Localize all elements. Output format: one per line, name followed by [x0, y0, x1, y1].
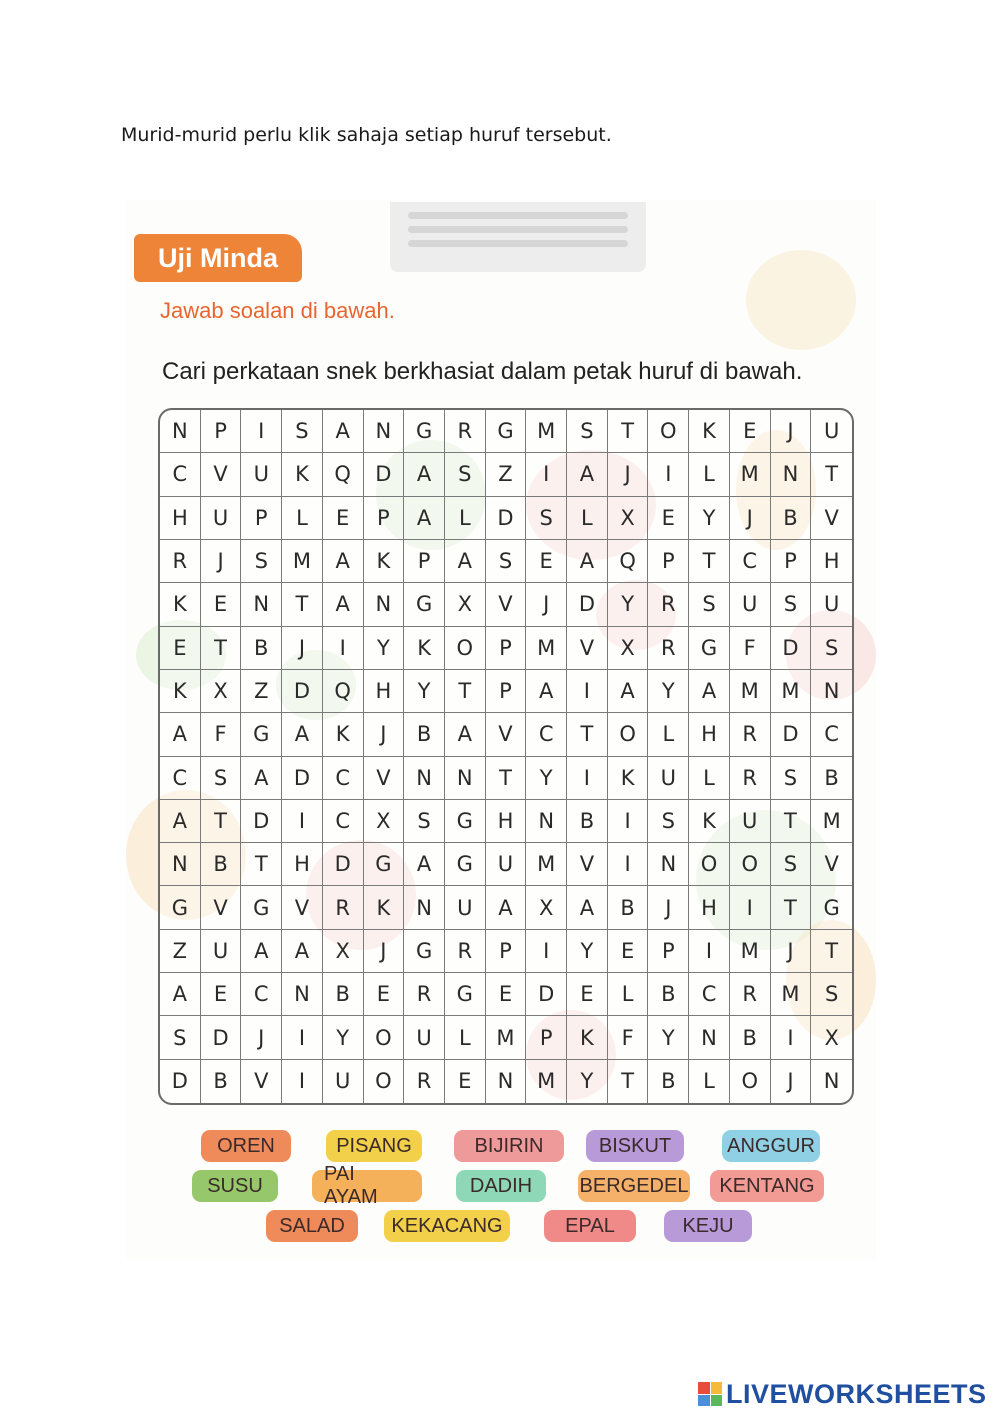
grid-cell[interactable]: A — [567, 886, 608, 929]
grid-cell[interactable]: P — [404, 540, 445, 583]
grid-cell[interactable]: O — [689, 843, 730, 886]
grid-cell[interactable]: N — [282, 973, 323, 1016]
grid-cell[interactable]: J — [608, 453, 649, 496]
grid-cell[interactable]: H — [160, 497, 201, 540]
grid-cell[interactable]: U — [648, 757, 689, 800]
grid-cell[interactable]: D — [201, 1016, 242, 1059]
grid-cell[interactable]: N — [771, 453, 812, 496]
grid-cell[interactable]: A — [241, 930, 282, 973]
grid-cell[interactable]: Y — [526, 757, 567, 800]
grid-cell[interactable]: E — [445, 1060, 486, 1103]
grid-cell[interactable]: D — [282, 757, 323, 800]
grid-cell[interactable]: S — [241, 540, 282, 583]
grid-cell[interactable]: M — [771, 670, 812, 713]
grid-cell[interactable]: A — [445, 540, 486, 583]
grid-cell[interactable]: P — [526, 1016, 567, 1059]
grid-cell[interactable]: N — [364, 410, 405, 453]
word-chip: KEKACANG — [384, 1210, 510, 1242]
grid-cell[interactable]: D — [364, 453, 405, 496]
grid-cell[interactable]: R — [648, 583, 689, 626]
grid-cell[interactable]: N — [689, 1016, 730, 1059]
grid-cell[interactable]: S — [648, 800, 689, 843]
grid-cell[interactable]: M — [486, 1016, 527, 1059]
grid-cell[interactable]: I — [730, 886, 771, 929]
grid-cell[interactable]: T — [689, 540, 730, 583]
grid-cell[interactable]: A — [526, 670, 567, 713]
grid-cell[interactable]: H — [689, 886, 730, 929]
grid-cell[interactable]: T — [486, 757, 527, 800]
grid-cell[interactable]: E — [526, 540, 567, 583]
grid-cell[interactable]: A — [282, 930, 323, 973]
grid-cell[interactable]: V — [811, 497, 852, 540]
clipboard-clip — [390, 202, 646, 272]
grid-cell[interactable]: G — [811, 886, 852, 929]
grid-cell[interactable]: G — [160, 886, 201, 929]
word-chip: ANGGUR — [722, 1130, 820, 1162]
grid-cell[interactable]: K — [689, 410, 730, 453]
grid-cell[interactable]: N — [648, 843, 689, 886]
grid-cell[interactable]: T — [445, 670, 486, 713]
grid-cell[interactable]: I — [323, 627, 364, 670]
grid-cell[interactable]: E — [160, 627, 201, 670]
grid-cell[interactable]: P — [648, 930, 689, 973]
grid-cell[interactable]: Z — [486, 453, 527, 496]
grid-cell[interactable]: U — [201, 497, 242, 540]
grid-cell[interactable]: K — [608, 757, 649, 800]
grid-cell[interactable]: B — [771, 497, 812, 540]
grid-cell[interactable]: A — [323, 540, 364, 583]
grid-cell[interactable]: S — [689, 583, 730, 626]
grid-cell[interactable]: X — [323, 930, 364, 973]
grid-cell[interactable]: R — [648, 627, 689, 670]
grid-cell[interactable]: Y — [404, 670, 445, 713]
grid-cell[interactable]: U — [486, 843, 527, 886]
grid-cell[interactable]: I — [567, 670, 608, 713]
grid-cell[interactable]: R — [730, 757, 771, 800]
grid-cell[interactable]: B — [404, 713, 445, 756]
grid-cell[interactable]: A — [567, 453, 608, 496]
grid-cell[interactable]: Y — [648, 1016, 689, 1059]
grid-cell[interactable]: C — [323, 757, 364, 800]
grid-cell[interactable]: U — [811, 410, 852, 453]
grid-cell[interactable]: L — [689, 757, 730, 800]
grid-cell[interactable]: C — [730, 540, 771, 583]
grid-cell[interactable]: O — [445, 627, 486, 670]
grid-cell[interactable]: X — [445, 583, 486, 626]
grid-cell[interactable]: C — [323, 800, 364, 843]
grid-cell[interactable]: O — [364, 1060, 405, 1103]
grid-cell[interactable]: V — [486, 583, 527, 626]
grid-cell[interactable]: P — [241, 497, 282, 540]
instruction-text: Murid-murid perlu klik sahaja setiap huruf tersebut. — [121, 124, 612, 146]
grid-cell[interactable]: N — [526, 800, 567, 843]
section-badge: Uji Minda — [134, 234, 302, 282]
grid-cell[interactable]: N — [486, 1060, 527, 1103]
grid-cell[interactable]: N — [811, 670, 852, 713]
grid-cell[interactable]: N — [404, 886, 445, 929]
brand-name: LIVEWORKSHEETS — [726, 1378, 987, 1409]
grid-cell[interactable]: I — [282, 800, 323, 843]
grid-cell[interactable]: C — [160, 453, 201, 496]
grid-cell[interactable]: X — [811, 1016, 852, 1059]
grid-cell[interactable]: D — [526, 973, 567, 1016]
grid-cell[interactable]: Y — [364, 627, 405, 670]
word-chip: KEJU — [664, 1210, 752, 1242]
grid-cell[interactable]: E — [323, 497, 364, 540]
grid-cell[interactable]: X — [364, 800, 405, 843]
grid-cell[interactable]: G — [404, 410, 445, 453]
grid-cell[interactable]: P — [771, 540, 812, 583]
grid-cell[interactable]: N — [241, 583, 282, 626]
grid-cell[interactable]: R — [445, 930, 486, 973]
grid-cell[interactable]: V — [486, 713, 527, 756]
grid-cell[interactable]: S — [445, 453, 486, 496]
grid-cell[interactable]: H — [811, 540, 852, 583]
grid-cell[interactable]: P — [486, 930, 527, 973]
grid-cell[interactable]: G — [364, 843, 405, 886]
grid-cell[interactable]: M — [771, 973, 812, 1016]
liveworksheets-logo-icon — [698, 1382, 722, 1406]
grid-cell[interactable]: M — [526, 1060, 567, 1103]
grid-cell[interactable]: G — [486, 410, 527, 453]
grid-cell[interactable]: B — [567, 800, 608, 843]
grid-cell[interactable]: X — [526, 886, 567, 929]
grid-cell[interactable]: C — [241, 973, 282, 1016]
grid-cell[interactable]: A — [160, 973, 201, 1016]
grid-cell[interactable]: D — [771, 713, 812, 756]
word-chip: OREN — [201, 1130, 291, 1162]
grid-cell[interactable]: J — [201, 540, 242, 583]
grid-cell[interactable]: H — [282, 843, 323, 886]
grid-cell[interactable]: J — [364, 713, 405, 756]
grid-cell[interactable]: T — [282, 583, 323, 626]
grid-cell[interactable]: Q — [608, 540, 649, 583]
grid-cell[interactable]: O — [608, 713, 649, 756]
grid-cell[interactable]: I — [608, 843, 649, 886]
grid-cell[interactable]: L — [567, 497, 608, 540]
word-bank — [126, 1130, 876, 1250]
brand-footer — [698, 1376, 987, 1412]
grid-cell[interactable]: H — [689, 713, 730, 756]
grid-cell[interactable]: U — [730, 583, 771, 626]
grid-cell[interactable]: E — [486, 973, 527, 1016]
grid-cell[interactable]: H — [364, 670, 405, 713]
grid-cell[interactable]: R — [445, 410, 486, 453]
grid-cell[interactable]: S — [771, 843, 812, 886]
grid-cell[interactable]: C — [689, 973, 730, 1016]
grid-cell[interactable]: Q — [323, 453, 364, 496]
grid-cell[interactable]: K — [282, 453, 323, 496]
grid-cell[interactable]: M — [811, 800, 852, 843]
grid-cell[interactable]: I — [241, 410, 282, 453]
grid-cell[interactable]: P — [648, 540, 689, 583]
grid-cell[interactable]: S — [771, 583, 812, 626]
grid-cell[interactable]: J — [526, 583, 567, 626]
grid-cell[interactable]: C — [811, 713, 852, 756]
grid-cell[interactable]: V — [364, 757, 405, 800]
grid-cell[interactable]: S — [404, 800, 445, 843]
grid-cell[interactable]: V — [811, 843, 852, 886]
grid-cell[interactable]: L — [648, 713, 689, 756]
grid-cell[interactable]: U — [201, 930, 242, 973]
grid-cell[interactable]: A — [282, 713, 323, 756]
grid-cell[interactable]: A — [160, 713, 201, 756]
grid-cell[interactable]: B — [241, 627, 282, 670]
grid-cell[interactable]: M — [526, 843, 567, 886]
grid-cell[interactable]: R — [730, 973, 771, 1016]
grid-cell[interactable]: T — [608, 1060, 649, 1103]
grid-cell[interactable]: J — [771, 930, 812, 973]
grid-cell[interactable]: R — [323, 886, 364, 929]
grid-cell[interactable]: U — [404, 1016, 445, 1059]
grid-cell[interactable]: N — [160, 843, 201, 886]
grid-cell[interactable]: D — [567, 583, 608, 626]
grid-cell[interactable]: J — [241, 1016, 282, 1059]
grid-cell[interactable]: A — [404, 497, 445, 540]
word-chip: SALAD — [266, 1210, 358, 1242]
grid-cell[interactable]: D — [486, 497, 527, 540]
grid-cell[interactable]: D — [771, 627, 812, 670]
grid-cell[interactable]: D — [241, 800, 282, 843]
grid-cell[interactable]: K — [567, 1016, 608, 1059]
grid-cell[interactable]: J — [364, 930, 405, 973]
grid-cell[interactable]: G — [241, 886, 282, 929]
subtitle: Jawab soalan di bawah. — [160, 298, 395, 323]
grid-cell[interactable]: A — [404, 843, 445, 886]
grid-cell[interactable]: P — [201, 410, 242, 453]
worksheet — [126, 200, 876, 1260]
grid-cell[interactable]: X — [201, 670, 242, 713]
grid-cell[interactable]: P — [486, 627, 527, 670]
grid-cell[interactable]: R — [404, 1060, 445, 1103]
grid-cell[interactable]: G — [404, 930, 445, 973]
grid-cell[interactable]: S — [811, 973, 852, 1016]
grid-cell[interactable]: J — [282, 627, 323, 670]
grid-cell[interactable]: U — [730, 800, 771, 843]
grid-cell[interactable]: E — [364, 973, 405, 1016]
grid-cell[interactable]: N — [364, 583, 405, 626]
grid-cell[interactable]: C — [160, 757, 201, 800]
grid-cell[interactable]: J — [771, 410, 812, 453]
grid-cell[interactable]: L — [689, 1060, 730, 1103]
grid-cell[interactable]: L — [689, 453, 730, 496]
question: Cari perkataan snek berkhasiat dalam petak huruf di bawah. — [162, 358, 803, 385]
grid-cell[interactable]: S — [486, 540, 527, 583]
grid-cell[interactable]: I — [689, 930, 730, 973]
grid-cell[interactable]: I — [526, 453, 567, 496]
grid-cell[interactable]: P — [486, 670, 527, 713]
grid-cell[interactable]: B — [323, 973, 364, 1016]
grid-cell[interactable]: O — [730, 1060, 771, 1103]
word-chip: KENTANG — [710, 1170, 824, 1202]
grid-cell[interactable]: E — [730, 410, 771, 453]
grid-cell[interactable]: E — [608, 930, 649, 973]
grid-cell[interactable]: Y — [567, 1060, 608, 1103]
grid-cell[interactable]: X — [608, 497, 649, 540]
grid-cell[interactable]: K — [323, 713, 364, 756]
grid-cell[interactable]: H — [486, 800, 527, 843]
grid-cell[interactable]: I — [648, 453, 689, 496]
grid-cell[interactable]: O — [648, 410, 689, 453]
word-chip: EPAL — [544, 1210, 636, 1242]
grid-cell[interactable]: A — [445, 713, 486, 756]
grid-cell[interactable]: U — [811, 583, 852, 626]
grid-cell[interactable]: T — [241, 843, 282, 886]
word-chip: SUSU — [192, 1170, 278, 1202]
grid-cell[interactable]: B — [811, 757, 852, 800]
grid-cell[interactable]: K — [160, 670, 201, 713]
grid-cell[interactable]: Y — [648, 670, 689, 713]
grid-cell[interactable]: N — [404, 757, 445, 800]
grid-cell[interactable]: L — [282, 497, 323, 540]
grid-cell[interactable]: M — [526, 410, 567, 453]
grid-cell[interactable]: K — [160, 583, 201, 626]
grid-cell[interactable]: T — [201, 627, 242, 670]
grid-cell[interactable]: U — [323, 1060, 364, 1103]
grid-cell[interactable]: Y — [608, 583, 649, 626]
grid-cell[interactable]: B — [648, 1060, 689, 1103]
grid-cell[interactable]: M — [730, 670, 771, 713]
grid-cell[interactable]: A — [160, 800, 201, 843]
grid-cell[interactable]: J — [648, 886, 689, 929]
grid-cell[interactable]: R — [160, 540, 201, 583]
grid-cell[interactable]: G — [445, 800, 486, 843]
grid-cell[interactable]: G — [445, 843, 486, 886]
grid-cell[interactable]: G — [689, 627, 730, 670]
grid-cell[interactable]: F — [608, 1016, 649, 1059]
grid-cell[interactable]: A — [608, 670, 649, 713]
grid-cell[interactable]: E — [648, 497, 689, 540]
grid-cell[interactable]: B — [201, 843, 242, 886]
grid-cell[interactable]: K — [689, 800, 730, 843]
grid-cell[interactable]: V — [201, 886, 242, 929]
grid-cell[interactable]: D — [282, 670, 323, 713]
grid-cell[interactable]: I — [282, 1060, 323, 1103]
grid-cell[interactable]: I — [282, 1016, 323, 1059]
grid-cell[interactable]: A — [567, 540, 608, 583]
grid-cell[interactable]: T — [567, 713, 608, 756]
grid-cell[interactable]: A — [323, 583, 364, 626]
grid-cell[interactable]: F — [730, 627, 771, 670]
grid-cell[interactable]: V — [567, 843, 608, 886]
grid-cell[interactable]: M — [282, 540, 323, 583]
grid-cell[interactable]: Y — [323, 1016, 364, 1059]
grid-cell[interactable]: S — [160, 1016, 201, 1059]
grid-cell[interactable]: V — [241, 1060, 282, 1103]
grid-cell[interactable]: S — [526, 497, 567, 540]
grid-cell[interactable]: Z — [241, 670, 282, 713]
grid-cell[interactable]: U — [241, 453, 282, 496]
grid-cell[interactable]: M — [526, 627, 567, 670]
grid-cell[interactable]: C — [526, 713, 567, 756]
grid-cell[interactable]: A — [689, 670, 730, 713]
grid-cell[interactable]: I — [567, 757, 608, 800]
word-chip: BIJIRIN — [454, 1130, 564, 1162]
grid-cell[interactable]: I — [771, 1016, 812, 1059]
grid-cell[interactable]: Q — [323, 670, 364, 713]
grid-cell[interactable]: S — [567, 410, 608, 453]
grid-cell[interactable]: V — [282, 886, 323, 929]
grid-cell[interactable]: A — [404, 453, 445, 496]
grid-cell[interactable]: D — [323, 843, 364, 886]
grid-cell[interactable]: T — [771, 800, 812, 843]
grid-cell[interactable]: O — [364, 1016, 405, 1059]
word-chip: DADIH — [456, 1170, 546, 1202]
grid-cell[interactable]: E — [201, 973, 242, 1016]
grid-cell[interactable]: R — [404, 973, 445, 1016]
grid-cell[interactable]: O — [730, 843, 771, 886]
grid-cell[interactable]: V — [567, 627, 608, 670]
grid-cell[interactable]: N — [445, 757, 486, 800]
grid-cell[interactable]: V — [201, 453, 242, 496]
grid-cell[interactable]: G — [241, 713, 282, 756]
grid-cell[interactable]: S — [811, 627, 852, 670]
grid-cell[interactable]: S — [282, 410, 323, 453]
grid-cell[interactable]: T — [608, 410, 649, 453]
grid-cell[interactable]: L — [608, 973, 649, 1016]
grid-cell[interactable]: A — [486, 886, 527, 929]
grid-cell[interactable]: A — [323, 410, 364, 453]
grid-cell[interactable]: T — [201, 800, 242, 843]
word-chip: BERGEDEL — [578, 1170, 690, 1202]
grid-cell[interactable]: D — [160, 1060, 201, 1103]
grid-cell[interactable]: Z — [160, 930, 201, 973]
grid-cell[interactable]: L — [445, 1016, 486, 1059]
grid-cell[interactable]: Y — [689, 497, 730, 540]
grid-cell[interactable]: E — [201, 583, 242, 626]
grid-cell[interactable]: T — [811, 453, 852, 496]
grid-cell[interactable]: T — [771, 886, 812, 929]
grid-cell[interactable]: N — [160, 410, 201, 453]
grid-cell[interactable]: N — [823, 1069, 840, 1094]
grid-cell[interactable]: G — [404, 583, 445, 626]
grid-cell[interactable]: S — [771, 757, 812, 800]
grid-cell[interactable]: I — [608, 800, 649, 843]
grid-cell[interactable]: S — [201, 757, 242, 800]
grid-cell[interactable]: X — [608, 627, 649, 670]
grid-cell[interactable]: P — [364, 497, 405, 540]
grid-cell[interactable]: Y — [567, 930, 608, 973]
grid-cell[interactable]: J — [730, 497, 771, 540]
grid-cell[interactable]: K — [364, 540, 405, 583]
grid-cell[interactable]: M — [730, 930, 771, 973]
grid-cell[interactable]: U — [445, 886, 486, 929]
grid-cell[interactable]: B — [648, 973, 689, 1016]
grid-cell[interactable]: T — [811, 930, 852, 973]
grid-cell[interactable]: K — [404, 627, 445, 670]
word-chip: PISANG — [326, 1130, 422, 1162]
grid-cell[interactable]: F — [201, 713, 242, 756]
grid-cell[interactable]: I — [526, 930, 567, 973]
grid-cell[interactable]: L — [445, 497, 486, 540]
grid-cell[interactable]: G — [445, 973, 486, 1016]
grid-cell[interactable]: K — [364, 886, 405, 929]
grid-cell[interactable]: B — [730, 1016, 771, 1059]
grid-cell[interactable]: B — [201, 1060, 242, 1103]
grid-cell[interactable]: J — [771, 1060, 812, 1103]
word-chip: BISKUT — [586, 1130, 684, 1162]
grid-cell[interactable]: M — [730, 453, 771, 496]
grid-cell[interactable]: B — [608, 886, 649, 929]
word-search-grid — [158, 408, 854, 1105]
word-chip: PAI AYAM — [312, 1170, 422, 1202]
grid-cell[interactable]: R — [730, 713, 771, 756]
grid-cell[interactable]: A — [241, 757, 282, 800]
grid-cell[interactable]: E — [567, 973, 608, 1016]
